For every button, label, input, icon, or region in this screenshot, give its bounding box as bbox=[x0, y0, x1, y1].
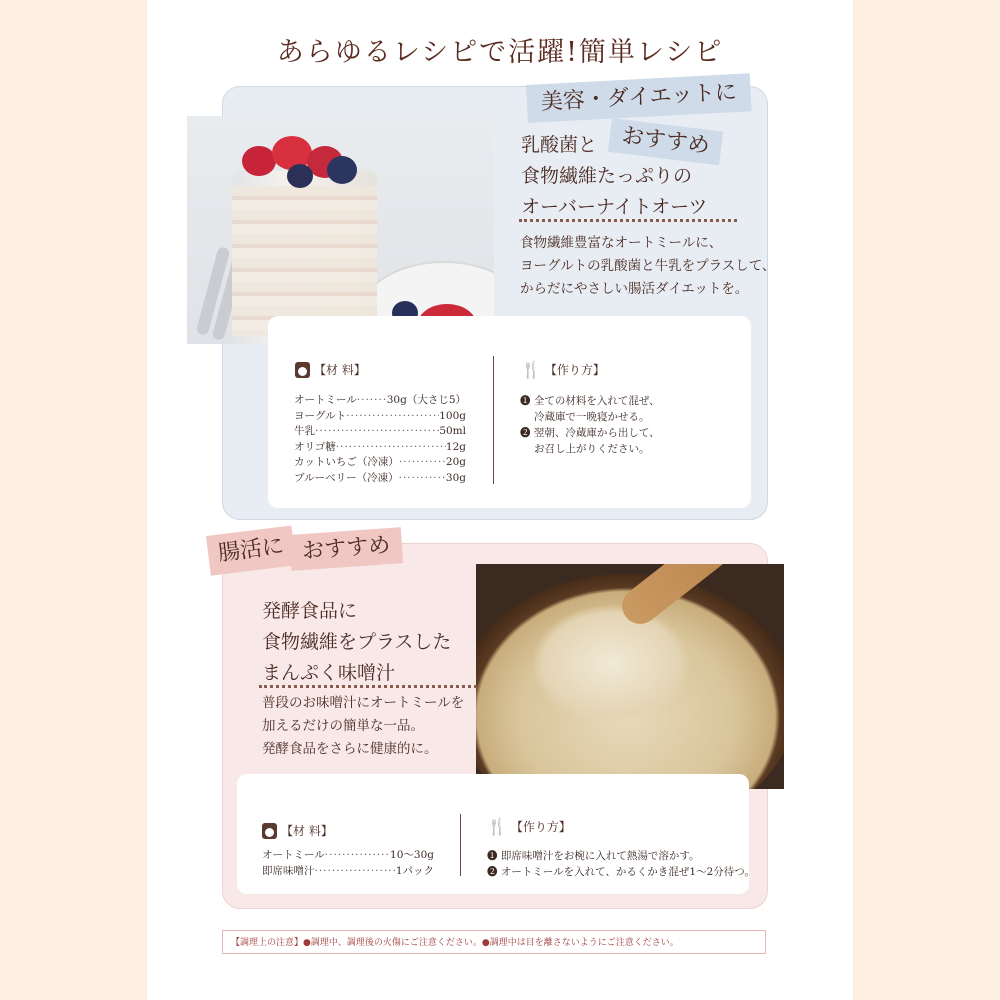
blueberry-shape bbox=[287, 164, 313, 188]
ingredient-amount: 30g（大さじ5） bbox=[386, 394, 466, 406]
step-text: 冷蔵庫で一晩寝かせる。 bbox=[534, 411, 650, 423]
recipe2-description bbox=[262, 692, 464, 761]
column-divider bbox=[460, 814, 461, 876]
ingredient-name: カットいちご（冷凍） bbox=[294, 456, 399, 468]
list-item bbox=[294, 440, 466, 456]
step-text: 翌朝、冷蔵庫から出して、 bbox=[533, 427, 660, 439]
ingredient-name: ブルーベリー（冷凍） bbox=[294, 471, 399, 484]
strawberry-shape bbox=[242, 146, 276, 176]
recipe1-desc-line: からだにやさしい腸活ダイエットを。 bbox=[520, 281, 749, 297]
recipe1-heading-line: 乳酸菌と bbox=[521, 134, 598, 156]
step-text: オートミールを入れて、かるくかき混ぜ1〜2分待つ。 bbox=[500, 866, 755, 878]
fork-knife-icon: 🍴 bbox=[487, 816, 507, 836]
overnight-oats-photo bbox=[187, 116, 494, 344]
list-item bbox=[294, 393, 466, 409]
scale-icon bbox=[262, 823, 277, 839]
recipe1-description bbox=[520, 232, 775, 301]
step-text: 全ての材料を入れて混ぜ、 bbox=[533, 395, 660, 407]
dotted-divider bbox=[259, 685, 477, 688]
method-label: 【作り方】 bbox=[510, 820, 571, 834]
blueberry-shape bbox=[327, 156, 357, 184]
list-item bbox=[294, 455, 466, 471]
recipe1-heading bbox=[521, 130, 707, 223]
list-item bbox=[487, 864, 755, 880]
recipe1-desc-line: 食物繊維豊富なオートミールに、 bbox=[520, 235, 723, 251]
recipe2-method-heading bbox=[487, 818, 571, 835]
recipe2-tag: 腸活に bbox=[206, 526, 296, 576]
ingredient-name: オリゴ糖 bbox=[294, 440, 336, 453]
list-item bbox=[520, 425, 660, 441]
ingredient-name: オートミール bbox=[262, 849, 325, 861]
ingredient-amount: 30g bbox=[445, 471, 466, 484]
recipe1-ingredient-list bbox=[294, 393, 466, 486]
recipe2-steps bbox=[487, 848, 755, 880]
jar-layers bbox=[232, 186, 377, 336]
step-text: 即席味噌汁をお椀に入れて熱湯で溶かす。 bbox=[500, 850, 700, 862]
recipe1-ingredients-heading bbox=[295, 361, 366, 378]
fork-knife-icon: 🍴 bbox=[521, 359, 541, 379]
recipe2-desc-line: 発酵食品をさらに健康的に。 bbox=[262, 741, 438, 757]
step-number: ❶ bbox=[487, 850, 498, 862]
method-label: 【作り方】 bbox=[544, 363, 605, 377]
dotted-divider bbox=[519, 219, 737, 222]
list-item bbox=[262, 864, 434, 880]
list-item bbox=[520, 393, 660, 409]
step-number: ❶ bbox=[520, 395, 531, 407]
recipe2-ingredient-list bbox=[262, 848, 434, 879]
list-item bbox=[294, 471, 466, 487]
ingredient-name: 即席味噌汁 bbox=[262, 864, 315, 877]
cooking-notes: 【調理上の注意】●調理中、調理後の火傷にご注意ください。●調理中は目を離さないようにご注意ください。 bbox=[222, 930, 766, 954]
miso-soup-photo bbox=[476, 564, 784, 789]
recipe2-heading-line: 発酵食品に bbox=[262, 600, 358, 622]
step-number: ❷ bbox=[520, 427, 531, 439]
step-number: ❷ bbox=[487, 866, 498, 878]
recipe2-heading bbox=[262, 596, 451, 689]
page-title: あらゆるレシピで活躍!簡単レシピ bbox=[276, 37, 724, 68]
ingredient-amount: 10〜30g bbox=[390, 849, 434, 861]
list-item bbox=[294, 424, 466, 440]
ingredient-amount: 1パック bbox=[395, 864, 434, 877]
ingredient-amount: 20g bbox=[445, 456, 466, 468]
recipe2-desc-line: 普段のお味噌汁にオートミールを bbox=[262, 695, 465, 711]
list-item bbox=[487, 848, 755, 864]
recipe1-method-heading bbox=[521, 361, 605, 378]
ingredient-name: ヨーグルト bbox=[294, 409, 347, 422]
recipe2-desc-line: 加えるだけの簡単な一品。 bbox=[262, 718, 424, 734]
ingredients-label: 【材 料】 bbox=[281, 824, 333, 838]
oats-shape bbox=[531, 604, 691, 724]
ingredient-amount: 12g bbox=[445, 440, 466, 453]
ingredient-amount: 100g bbox=[439, 409, 466, 422]
ingredients-label: 【材 料】 bbox=[314, 363, 366, 377]
column-divider bbox=[493, 356, 494, 484]
recipe1-steps bbox=[520, 393, 660, 457]
scale-icon bbox=[295, 362, 310, 378]
list-item bbox=[262, 848, 434, 864]
recipe1-tag-2: おすすめ bbox=[608, 118, 724, 165]
step-text: お召し上がりください。 bbox=[534, 443, 650, 455]
recipe2-heading-line: まんぷく味噌汁 bbox=[262, 662, 396, 684]
ingredient-name: 牛乳 bbox=[294, 425, 315, 437]
ingredient-name: オートミール bbox=[294, 394, 357, 406]
recipe1-tag: 美容・ダイエットに bbox=[526, 73, 752, 123]
ingredient-amount: 50ml bbox=[439, 425, 466, 437]
recipe1-heading-line: 食物繊維たっぷりの bbox=[521, 165, 693, 187]
recipe2-ingredients-heading bbox=[262, 822, 333, 839]
list-item bbox=[294, 409, 466, 425]
recipe2-heading-line: 食物繊維をプラスした bbox=[262, 631, 452, 653]
recipe2-tag-2: おすすめ bbox=[289, 527, 403, 571]
recipe1-desc-line: ヨーグルトの乳酸菌と牛乳をプラスして、 bbox=[520, 258, 776, 274]
recipe1-heading-line: オーバーナイトオーツ bbox=[521, 196, 708, 218]
